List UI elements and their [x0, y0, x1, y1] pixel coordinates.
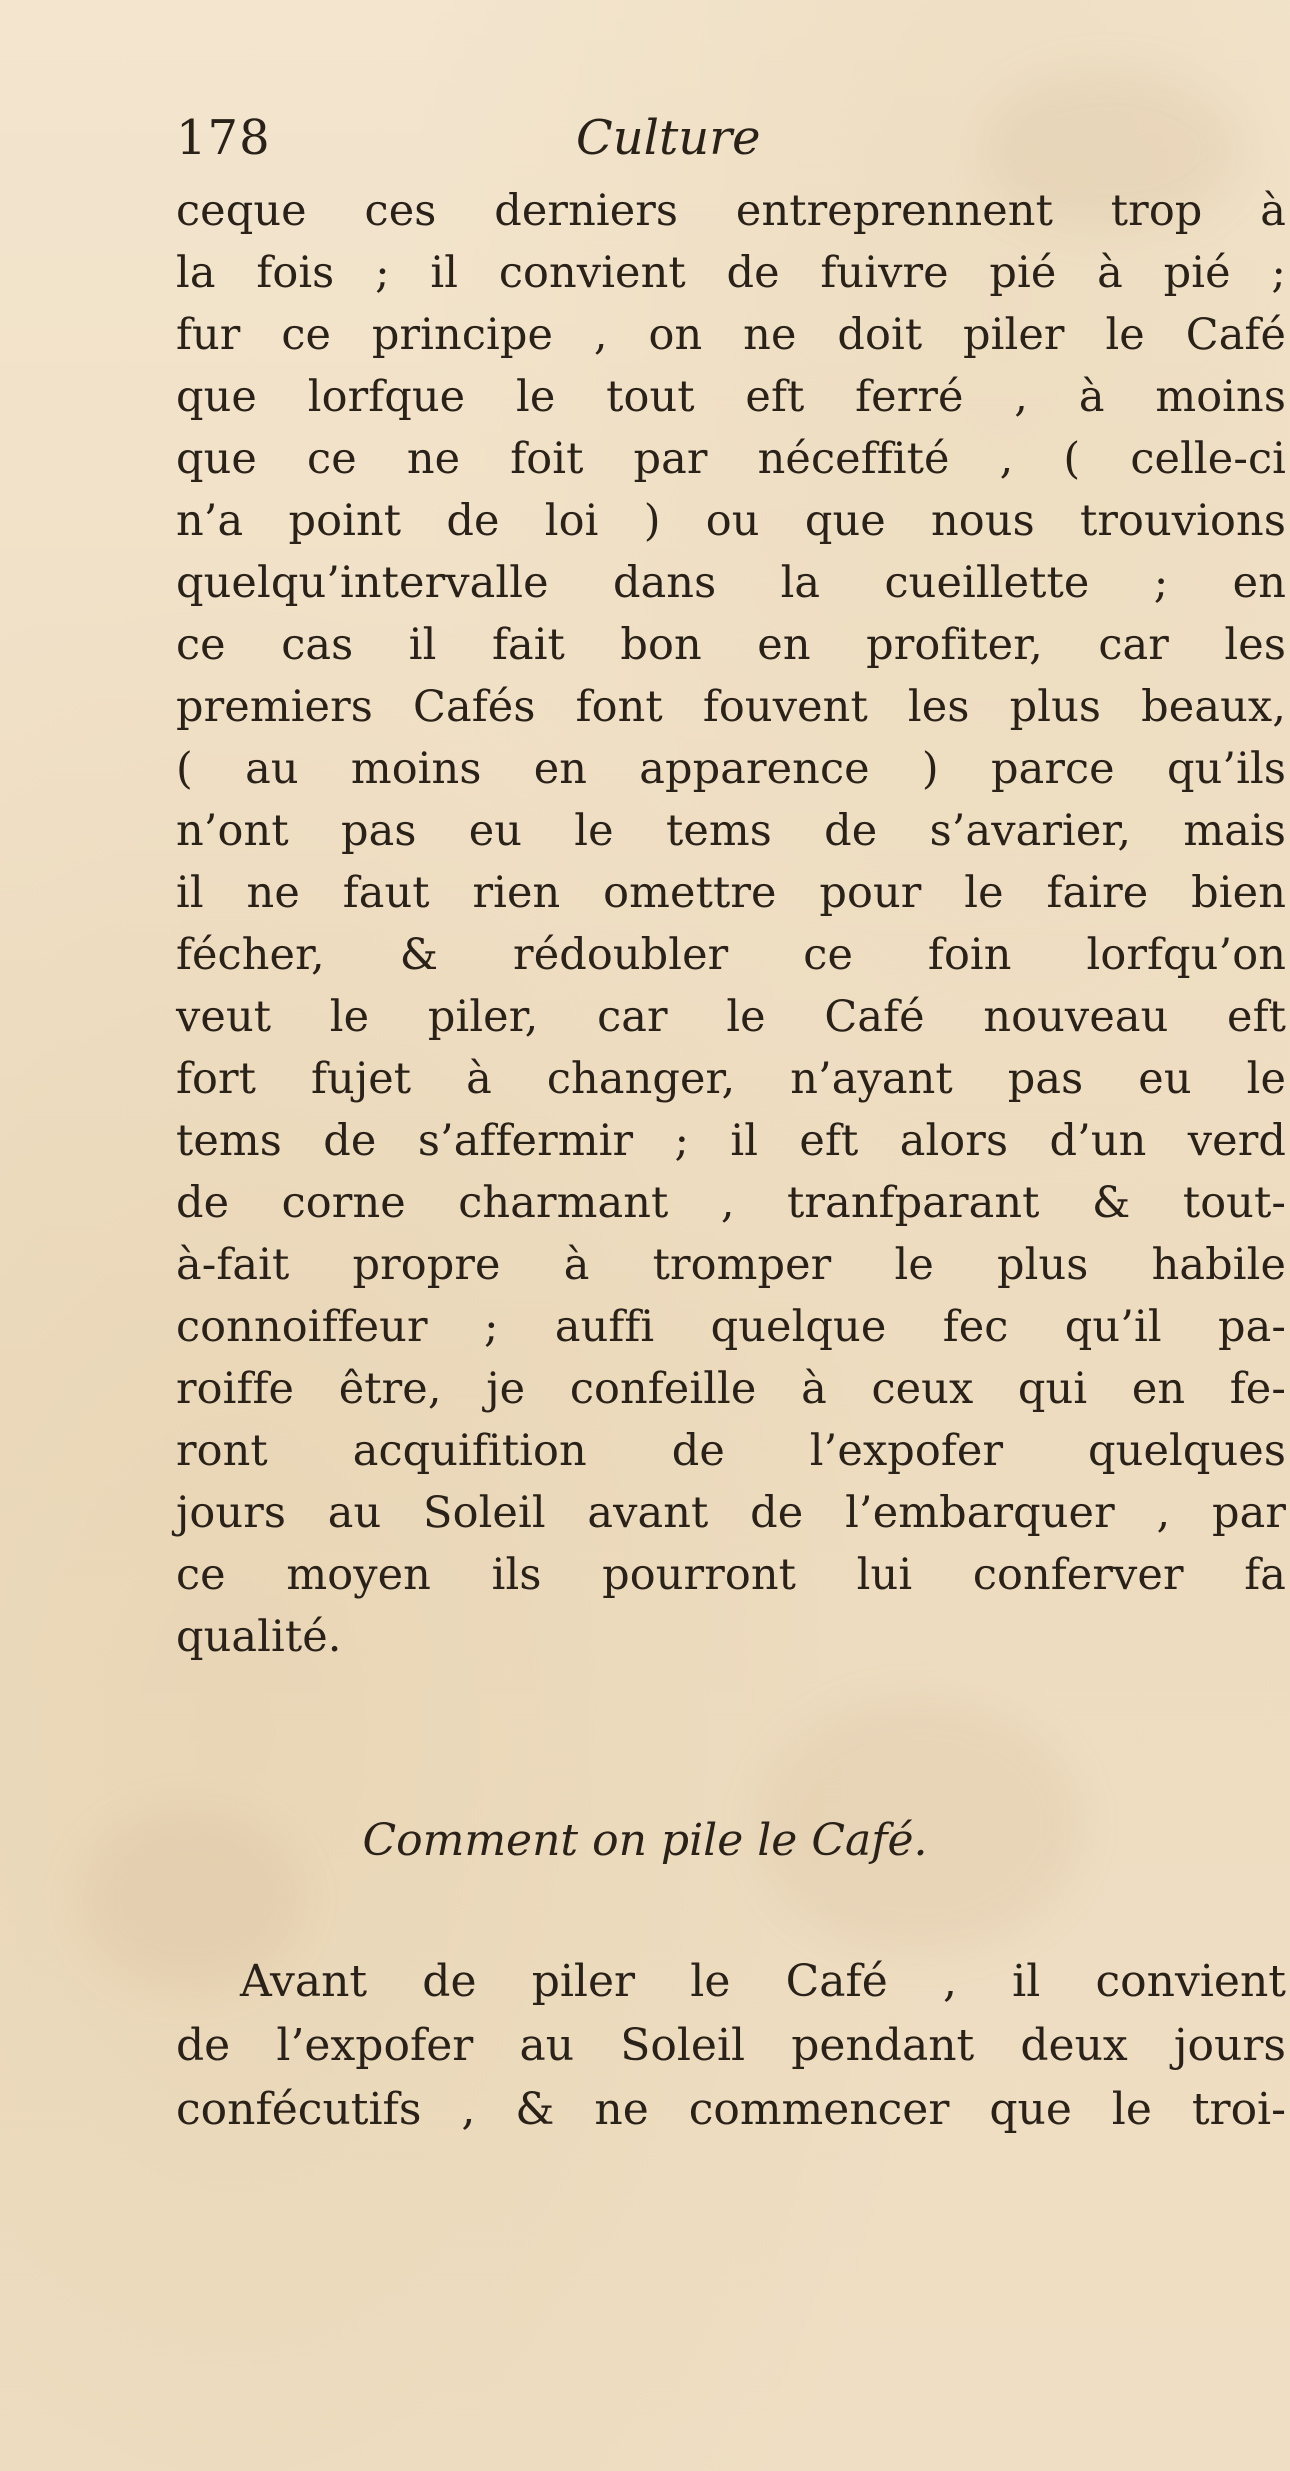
text-line: fort fujet à changer, n’ayant pas eu le — [176, 1054, 1286, 1104]
text-line: jours au Soleil avant de l’embarquer , par — [176, 1488, 1286, 1538]
text-line: ce moyen ils pourront lui conferver fa — [176, 1550, 1286, 1600]
text-line: quelqu’intervalle dans la cueillette ; en — [176, 558, 1286, 608]
text-line: tems de s’affermir ; il eft alors d’un verd — [176, 1116, 1286, 1166]
section-line: confécutifs , & ne commencer que le troi- — [176, 2084, 1286, 2135]
body-text — [176, 180, 1286, 1668]
section-heading: Comment on pile le Café. — [362, 1815, 928, 1866]
text-line: ceque ces derniers entreprennent trop à — [176, 186, 1286, 236]
text-line: roiffe être, je confeille à ceux qui en fe- — [176, 1364, 1286, 1414]
text-line: ( au moins en apparence ) parce qu’ils — [176, 744, 1286, 794]
text-line: ront acquifition de l’expofer quelques — [176, 1426, 1286, 1476]
page-header — [176, 110, 1286, 180]
text-line: il ne faut rien omettre pour le faire bien — [176, 868, 1286, 918]
text-line: n’ont pas eu le tems de s’avarier, mais — [176, 806, 1286, 856]
text-line: fécher, & rédoubler ce foin lorfqu’on — [176, 930, 1286, 980]
text-line: que ce ne foit par néceffité , ( celle-ci — [176, 434, 1286, 484]
section-line: de l’expofer au Soleil pendant deux jours — [176, 2020, 1286, 2071]
section-body — [176, 1950, 1286, 2142]
section-line: Avant de piler le Café , il convient — [240, 1956, 1286, 2007]
page-number: 178 — [176, 110, 271, 166]
text-line: la fois ; il convient de fuivre pié à pié ; — [176, 248, 1286, 298]
text-line: qualité. — [176, 1612, 342, 1662]
running-title: Culture — [576, 110, 761, 166]
text-line: de corne charmant , tranfparant & tout- — [176, 1178, 1286, 1228]
text-line: premiers Cafés font fouvent les plus beaux, — [176, 682, 1286, 732]
text-line: que lorfque le tout eft ferré , à moins — [176, 372, 1286, 422]
text-line: connoiffeur ; auffi quelque fec qu’il pa- — [176, 1302, 1286, 1352]
text-line: à-fait propre à tromper le plus habile — [176, 1240, 1286, 1290]
text-line: n’a point de loi ) ou que nous trouvions — [176, 496, 1286, 546]
text-line: fur ce principe , on ne doit piler le Café — [176, 310, 1286, 360]
text-line: veut le piler, car le Café nouveau eft — [176, 992, 1286, 1042]
text-line: ce cas il fait bon en profiter, car les — [176, 620, 1286, 670]
